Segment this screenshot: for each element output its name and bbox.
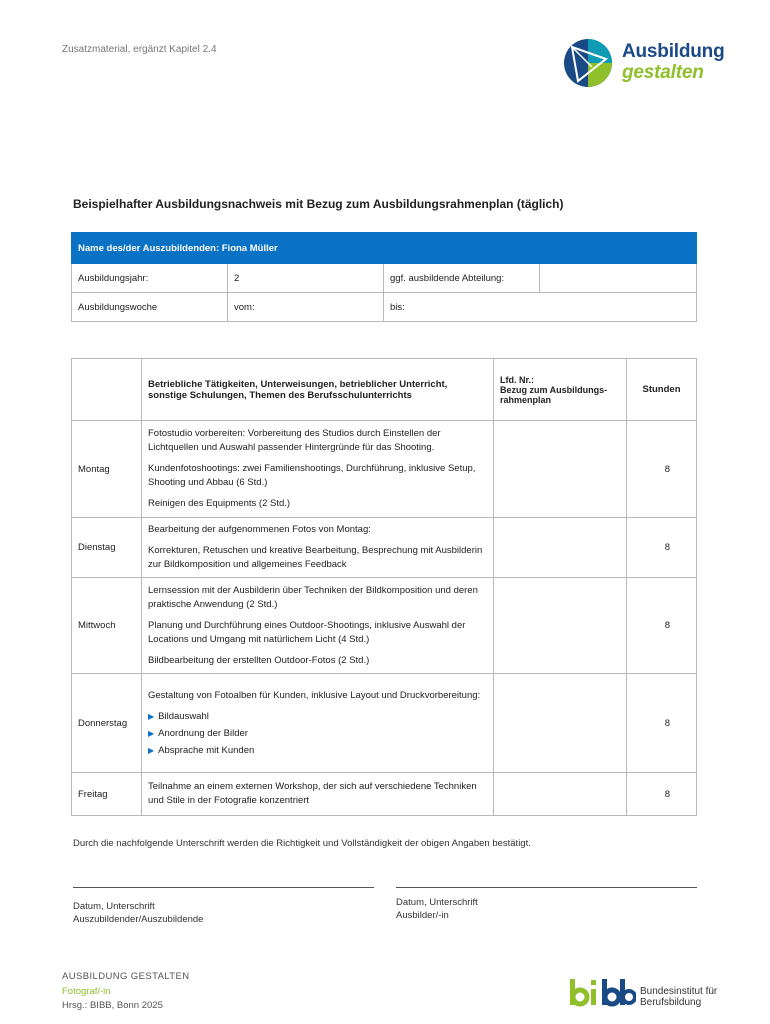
department-value[interactable] [540, 264, 697, 293]
activity-entry: Kundenfotoshootings: zwei Familienshootings, Durchführung, inklusive Setup, Shooting und Abbau (6 Std.) [148, 463, 476, 488]
reference-cell[interactable] [494, 773, 627, 816]
hours-cell[interactable]: 8 [627, 674, 697, 773]
bibb-wordmark-icon [568, 975, 636, 1011]
confirmation-statement: Durch die nachfolgende Unterschrift werden die Richtigkeit und Vollständigkeit der obigen Angaben bestätigt. [73, 838, 531, 849]
bibb-name-line2: Berufsbildung [640, 997, 702, 1008]
trainee-info-table [71, 232, 697, 322]
bullet-text: Anordnung der Bilder [158, 727, 248, 739]
day-label: Freitag [72, 773, 142, 816]
training-year-label: Ausbildungsjahr: [72, 264, 228, 293]
bullet-arrow-icon: ▶ [148, 728, 155, 738]
logo-word-ausbildung: Ausbildung [622, 41, 725, 62]
activity-entry: Korrekturen, Retuschen und kreative Bearbeitung, Besprechung mit Ausbilderin zur Bildkomposition und allgemeines Feedback [148, 545, 483, 570]
ausbildung-gestalten-logo [562, 37, 738, 89]
reference-cell[interactable] [494, 518, 627, 578]
day-label: Dienstag [72, 518, 142, 578]
table-row-montag [72, 421, 697, 518]
trainer-signature-line[interactable] [396, 887, 697, 888]
table-row-mittwoch [72, 578, 697, 674]
from-label[interactable]: vom: [228, 293, 384, 322]
signature-caption-line2: Ausbilder/-in [396, 910, 449, 921]
logo-emblem-icon [562, 37, 614, 89]
activities-cell[interactable] [142, 518, 494, 578]
table-row-donnerstag [72, 674, 697, 773]
day-header [72, 359, 142, 421]
activity-entry: Reinigen des Equipments (2 Std.) [148, 498, 291, 509]
activity-entry: Planung und Durchführung eines Outdoor-Shootings, inklusive Auswahl der Locations und Umgang mit natürlichem Licht (4 Std.) [148, 619, 466, 645]
training-week-label: Ausbildungswoche [72, 293, 228, 322]
activity-entry: Bildbearbeitung der erstellten Outdoor-Fotos (2 Std.) [148, 654, 370, 666]
hours-cell[interactable]: 8 [627, 578, 697, 674]
activity-entry: Lernsession mit der Ausbilderin über Techniken der Bildkomposition und deren praktische Anwendung (2 Std.) [148, 584, 478, 610]
activities-cell[interactable] [142, 773, 494, 816]
day-label: Montag [72, 421, 142, 518]
training-log-table [71, 358, 697, 816]
trainee-signature-line[interactable] [73, 887, 374, 888]
bibb-logo [568, 975, 744, 1011]
footer-profession: Fotograf/-in [62, 985, 111, 997]
footer [62, 970, 189, 1014]
bullet-item [148, 727, 487, 741]
activities-header: Betriebliche Tätigkeiten, Unterweisungen, betrieblicher Unterricht, sonstige Schulungen, Themen des Berufsschulunterrichts [142, 359, 494, 421]
reference-header [494, 359, 627, 421]
document-title: Beispielhafter Ausbildungsnachweis mit Bezug zum Ausbildungsrahmenplan (täglich) [73, 197, 564, 211]
trainee-name-row: Name des/der Auszubildenden: Fiona Müller [72, 233, 697, 264]
signature-caption-line2: Auszubildender/Auszubildende [73, 914, 204, 925]
bullet-text: Bildauswahl [158, 710, 209, 722]
bullet-arrow-icon: ▶ [148, 745, 155, 755]
activity-entry: Teilnahme an einem externen Workshop, der sich auf verschiedene Techniken und Stile in der Fotografie konzentriert [148, 781, 477, 806]
signature-caption-line1: Datum, Unterschrift [396, 897, 478, 908]
reference-header-line1: Lfd. Nr.: [500, 374, 534, 385]
bullet-arrow-icon: ▶ [148, 711, 155, 721]
hours-cell[interactable]: 8 [627, 421, 697, 518]
footer-series: AUSBILDUNG GESTALTEN [62, 971, 190, 982]
to-label[interactable]: bis: [384, 293, 697, 322]
hours-header: Stunden [627, 359, 697, 421]
trainee-signature-caption [73, 900, 203, 926]
department-label: ggf. ausbildende Abteilung: [384, 264, 540, 293]
trainer-signature-caption [396, 896, 478, 922]
reference-cell[interactable] [494, 421, 627, 518]
bullet-item [148, 710, 487, 724]
activity-entry: Fotostudio vorbereiten: Vorbereitung des Studios durch Einstellen der Lichtquellen und Auswahl passender Hintergründe für das Shooting. [148, 428, 441, 453]
activity-entry: Bearbeitung der aufgenommenen Fotos von Montag: [148, 524, 371, 535]
training-year-value[interactable]: 2 [228, 264, 384, 293]
activities-cell[interactable] [142, 674, 494, 773]
day-label: Donnerstag [72, 674, 142, 773]
logo-word-gestalten: gestalten [622, 62, 704, 83]
reference-cell[interactable] [494, 674, 627, 773]
hours-cell[interactable]: 8 [627, 773, 697, 816]
activities-cell[interactable] [142, 578, 494, 674]
day-label: Mittwoch [72, 578, 142, 674]
footer-publisher: Hrsg.: BIBB, Bonn 2025 [62, 1000, 163, 1011]
bullet-item [148, 744, 487, 758]
bibb-name [640, 986, 717, 1008]
signature-caption-line1: Datum, Unterschrift [73, 901, 155, 912]
hours-cell[interactable]: 8 [627, 518, 697, 578]
bullet-text: Absprache mit Kunden [158, 744, 255, 756]
activities-cell[interactable] [142, 421, 494, 518]
activity-entry: Gestaltung von Fotoalben für Kunden, inklusive Layout und Druckvorbereitung: [148, 689, 481, 701]
header-note: Zusatzmaterial, ergänzt Kapitel 2.4 [62, 44, 217, 55]
table-row-freitag [72, 773, 697, 816]
reference-cell[interactable] [494, 578, 627, 674]
bibb-name-line1: Bundesinstitut für [640, 986, 718, 997]
reference-header-line2: Bezug zum Ausbildungs-rahmenplan [500, 384, 608, 405]
table-row-dienstag [72, 518, 697, 578]
